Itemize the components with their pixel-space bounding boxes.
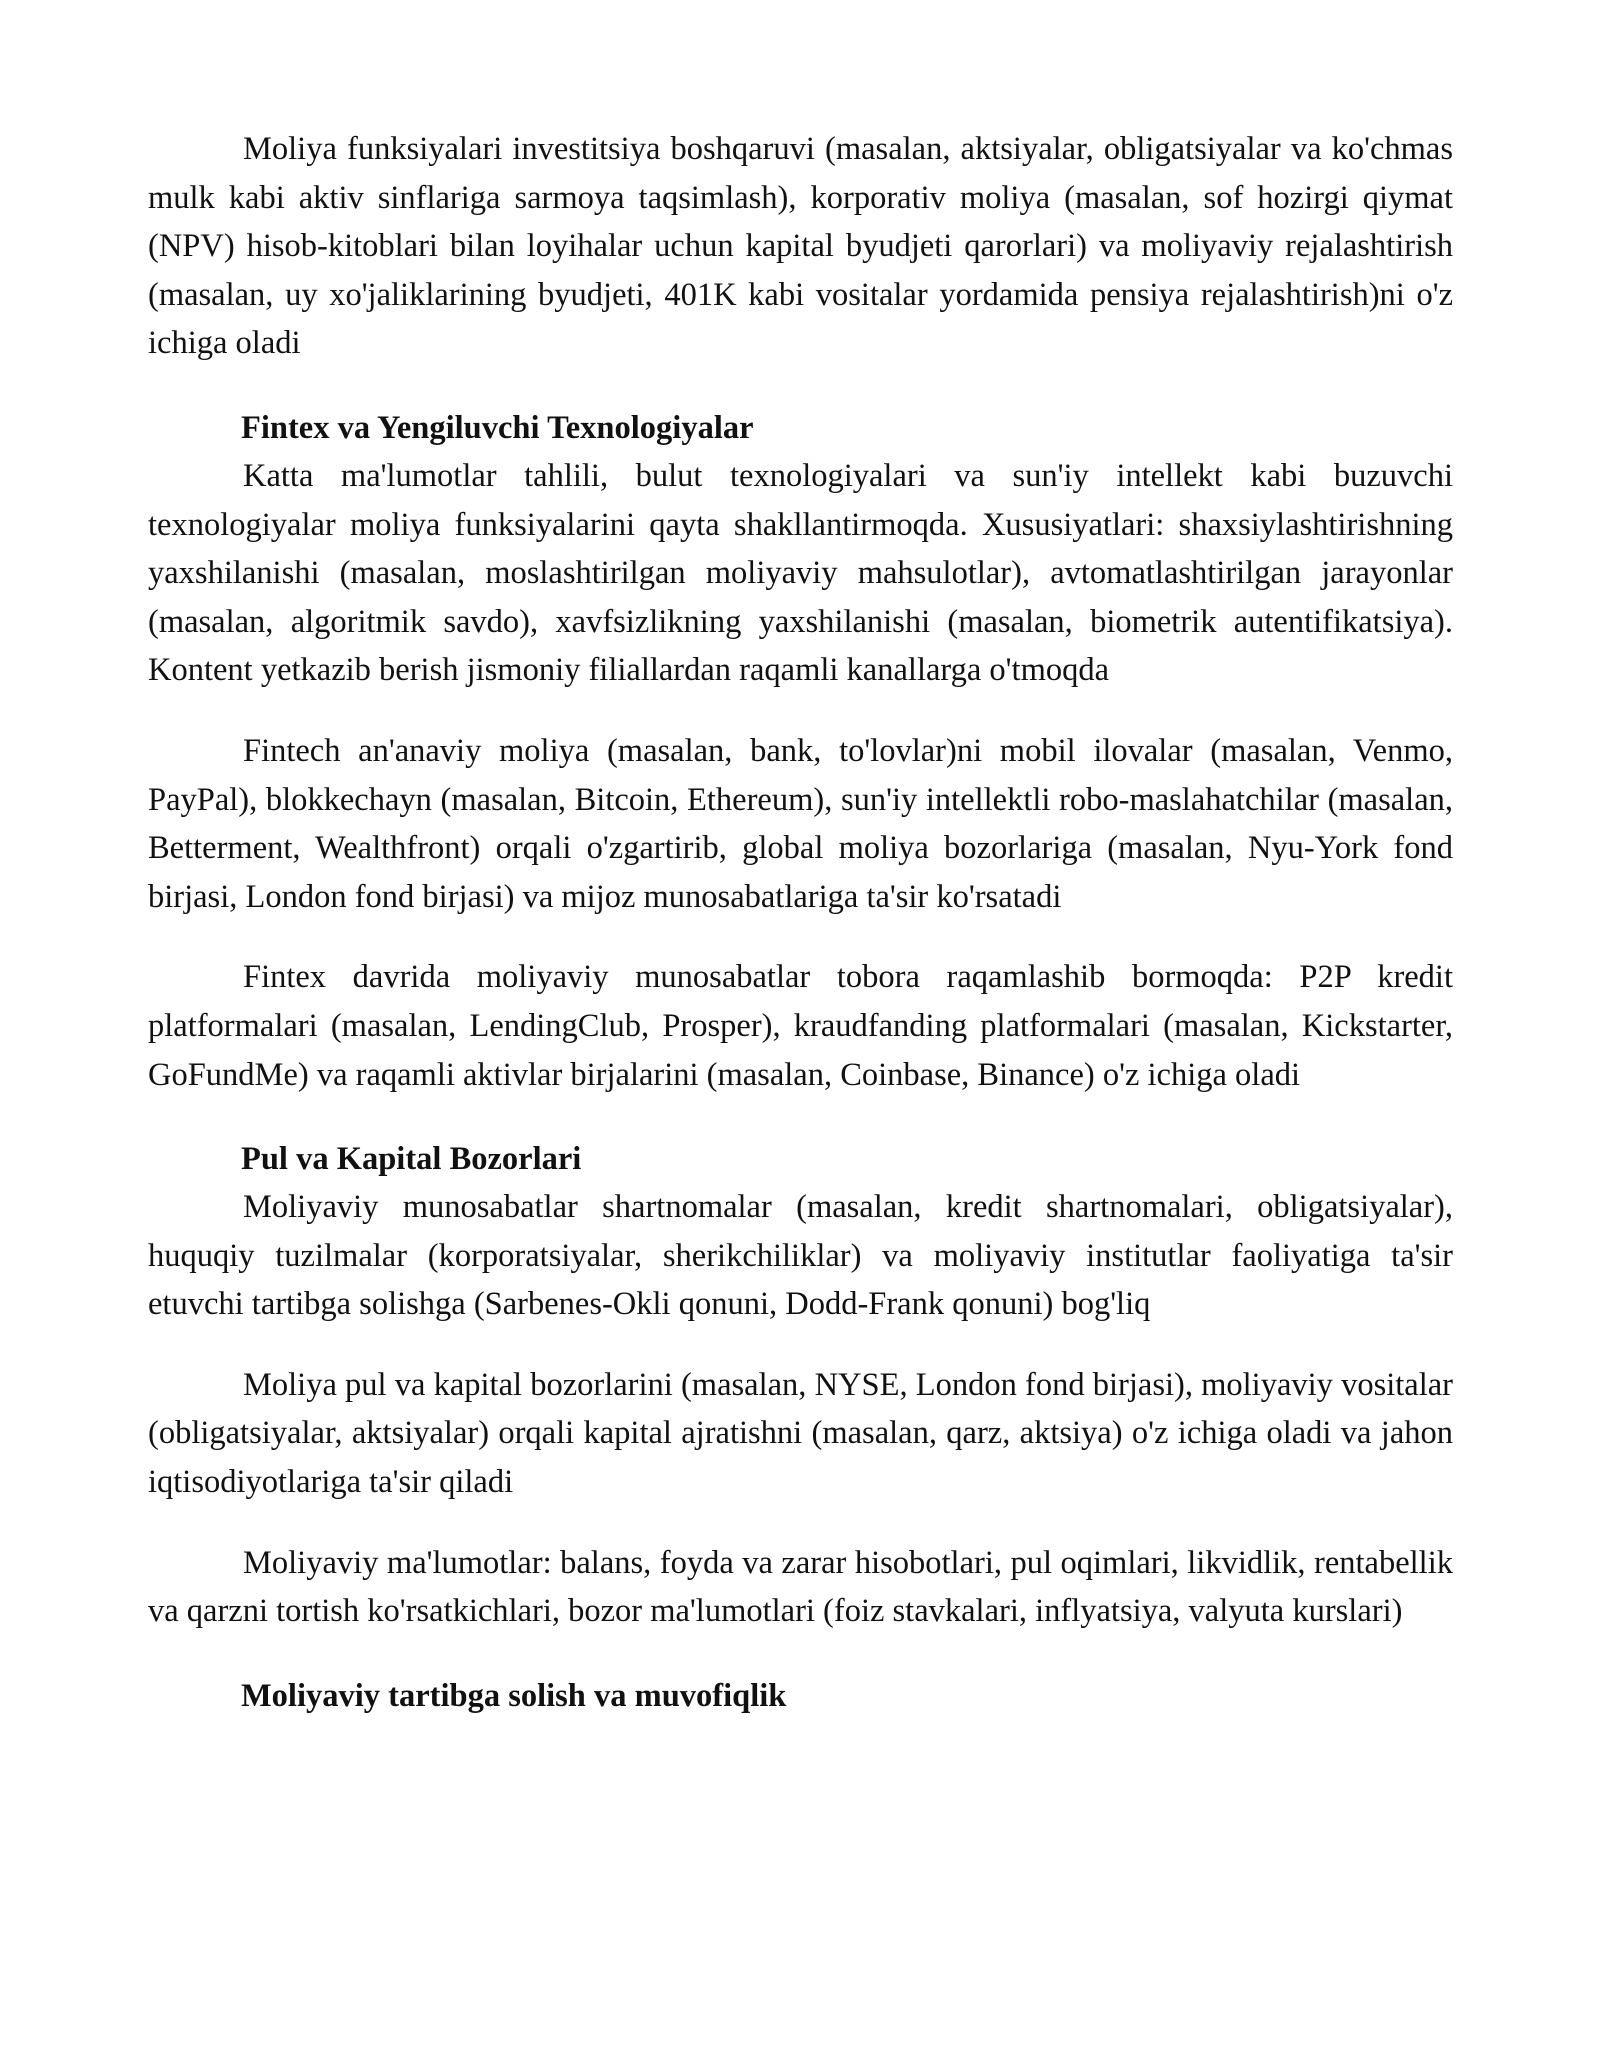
heading-money-capital-markets: Pul va Kapital Bozorlari — [241, 1141, 582, 1178]
heading-fintech: Fintex va Yengiluvchi Texnologiyalar — [241, 409, 754, 446]
heading-regulation-compliance: Moliyaviy tartibga solish va muvofiqlik — [241, 1677, 787, 1714]
paragraph-financial-data: Moliyaviy ma'lumotlar: balans, foyda va zarar hisobotlari, pul oqimlari, likvidlik, rentabellik va qarzni tortish ko'rsatkichlari, bozor ma'lumotlari (foiz stavkalari, inflyatsiya, valyuta kurslari) — [148, 1544, 1453, 1630]
paragraph-digital-relations: Fintex davrida moliyaviy munosabatlar tobora raqamlashib bormoqda: P2P kredit platformalari (masalan, LendingClub, Prosper), kraudfanding platformalari (masalan, Kickstarter, GoFundMe) va raqamli aktivlar birjalarini (masalan, Coinbase, Binance) o'z ichiga oladi — [148, 959, 1453, 1093]
paragraph-financial-contracts: Moliyaviy munosabatlar shartnomalar (masalan, kredit shartnomalari, obligatsiyalar), huquqiy tuzilmalar (korporatsiyalar, sherikchiliklar) va moliyaviy institutlar faoliyatiga ta'sir etuvchi tartibga solishga (Sarbenes-Okli qonuni, Dodd-Frank qonuni) bog'liq — [148, 1189, 1453, 1323]
document-page — [148, 125, 1453, 1720]
paragraph-finance-functions: Moliya funksiyalari investitsiya boshqaruvi (masalan, aktsiyalar, obligatsiyalar va ko'chmas mulk kabi aktiv sinflariga sarmoya taqsimlash), korporativ moliya (masalan, sof hozirgi qiymat (NPV) hisob-kitoblari bilan loyihalar uchun kapital byudjeti qarorlari) va moliyaviy rejalashtirish (masalan, uy xo'jaliklarining byudjeti, 401K kabi vositalar yordamida pensiya rejalashtirish)ni o'z ichiga oladi — [148, 131, 1453, 362]
paragraph-fintech-impact: Fintech an'anaviy moliya (masalan, bank, to'lovlar)ni mobil ilovalar (masalan, Venmo, PayPal), blokkechayn (masalan, Bitcoin, Ethereum), sun'iy intellektli robo-maslahatchilar (masalan, Betterment, Wealthfront) orqali o'zgartirib, global moliya bozorlariga (masalan, Nyu-York fond birjasi, London fond birjasi) va mijoz munosabatlariga ta'sir ko'rsatadi — [148, 732, 1453, 915]
paragraph-capital-allocation: Moliya pul va kapital bozorlarini (masalan, NYSE, London fond birjasi), moliyaviy vositalar (obligatsiyalar, aktsiyalar) orqali kapital ajratishni (masalan, qarz, aktsiya) o'z ichiga oladi va jahon iqtisodiyotlariga ta'sir qiladi — [148, 1366, 1453, 1501]
paragraph-disruptive-tech: Katta ma'lumotlar tahlili, bulut texnologiyalari va sun'iy intellekt kabi buzuvchi texnologiyalar moliya funksiyalarini qayta shakllantirmoqda. Xususiyatlari: shaxsiylashtirishning yaxshilanishi (masalan, moslashtirilgan moliyaviy mahsulotlar), avtomatlashtirilgan jarayonlar (masalan, algoritmik savdo), xavfsizlikning yaxshilanishi (masalan, biometrik autentifikatsiya). Kontent yetkazib berish jismoniy filiallardan raqamli kanallarga o'tmoqda — [148, 457, 1453, 689]
